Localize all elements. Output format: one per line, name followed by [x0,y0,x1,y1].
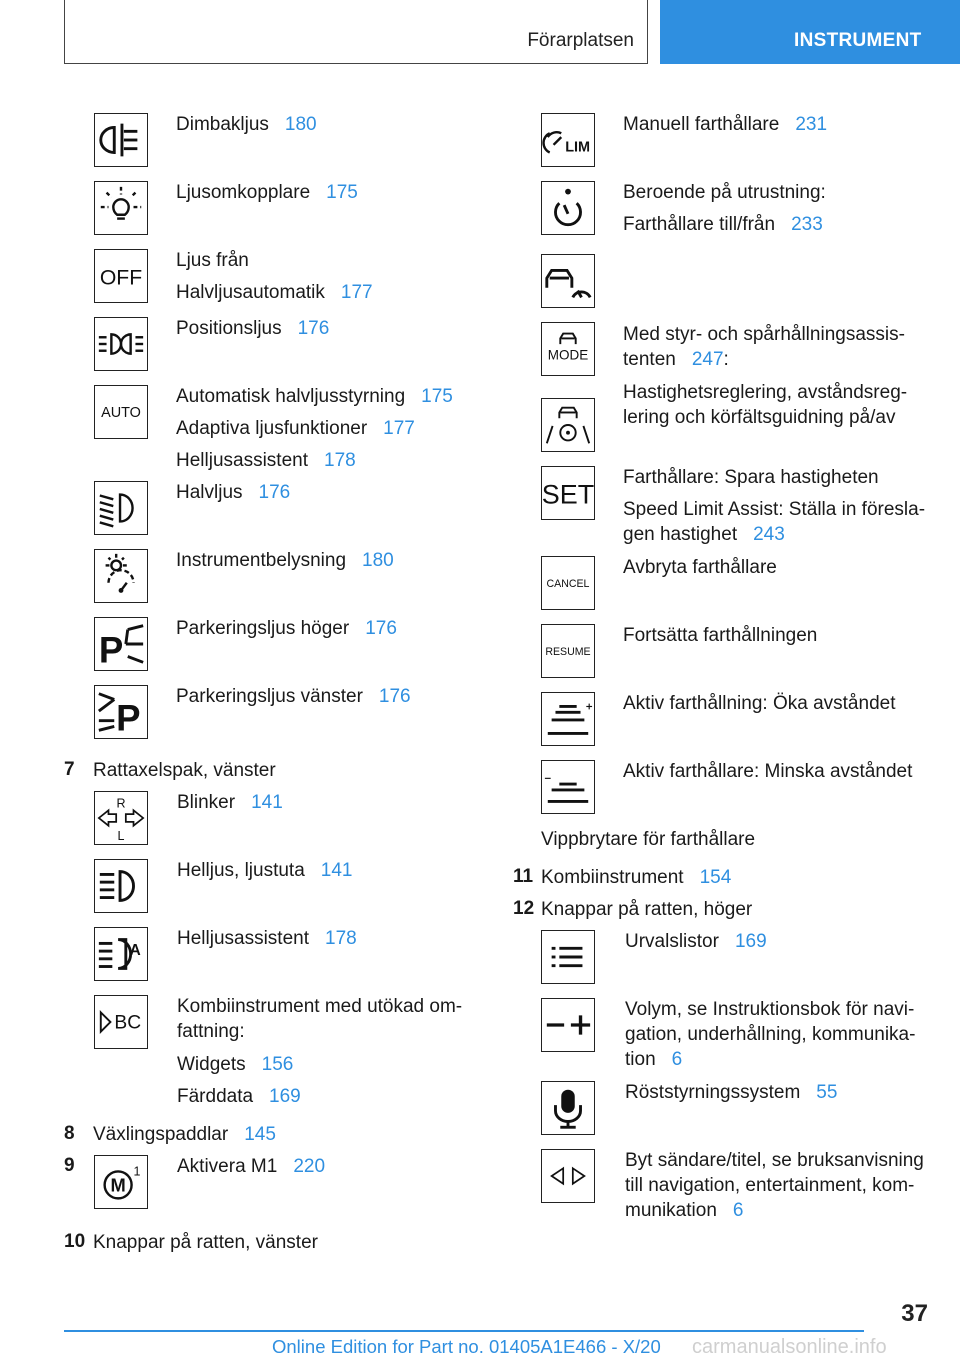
svg-text:1: 1 [133,1164,141,1179]
item-number: 10 [64,1231,86,1252]
item-steering-assist-cont: tenten 247: [623,349,729,370]
distance-decrease-icon [541,760,595,814]
item-decrease-distance: Aktiv farthållare: Minska avståndet [623,761,913,782]
item-turn-signal: Blinker 141 [177,792,283,813]
svg-text:M: M [110,1174,126,1196]
high-beam-icon [94,859,148,913]
page-ref[interactable]: 175 [326,182,358,203]
footer-divider [64,1330,864,1332]
set-icon [541,466,595,520]
item-adaptive-light: Adaptiva ljusfunktioner 177 [176,418,415,439]
parking-light-left-icon [94,685,148,739]
page-ref[interactable]: 169 [734,931,767,952]
page-ref[interactable]: 247 [691,349,724,370]
item-position-lights: Positionsljus 176 [176,318,330,339]
item-number: 11 [513,866,534,887]
svg-text:BC: BC [114,1012,142,1034]
item-depends-equipment: Beroende på utrustning: [623,182,826,203]
item-selection-lists: Urvalslistor 169 [625,931,767,952]
item-low-beam: Halvljus 176 [176,482,291,503]
item-parking-right: Parkeringsljus höger 176 [176,618,397,639]
page-ref[interactable]: 177 [383,418,415,439]
section-heading: Rattaxelspak, vänster [93,760,276,781]
page-ref[interactable]: 6 [732,1200,744,1221]
chapter-tab[interactable]: INSTRUMENT [660,0,960,64]
steering-assist-icon [541,398,595,452]
svg-text:OFF: OFF [99,266,143,290]
parking-light-right-icon [94,617,148,671]
svg-text:P: P [116,697,141,738]
item-light-switch: Ljusomkopplare 175 [176,182,358,203]
item-number: 9 [64,1155,75,1176]
item-speed-limit-assist-cont: gen hastighet 243 [623,524,785,545]
rear-fog-light-icon [94,113,148,167]
auto-light-icon [94,385,148,439]
list-icon [541,930,595,984]
item-speed-distance-cont: lering och körfältsguidning på/av [623,407,896,428]
page-ref[interactable]: 233 [791,214,823,235]
manual-speed-limiter-icon [541,113,595,167]
page-number: 37 [901,1300,928,1327]
svg-text:MODE: MODE [547,347,589,363]
item-instrument-lighting: Instrumentbelysning 180 [176,550,394,571]
m1-button-icon [94,1155,148,1209]
item-number: 8 [64,1123,75,1144]
position-lights-icon [94,317,148,371]
page-ref[interactable]: 180 [362,550,394,571]
volume-icon [541,998,595,1052]
item-change-station: Byt sändare/titel, se bruksanvisning [625,1150,924,1171]
active-cruise-icon [541,254,595,308]
page-ref[interactable]: 176 [297,318,330,339]
item-cruise-on-off: Farthållare till/från 233 [623,214,823,235]
page-ref[interactable]: 177 [340,282,373,303]
item-resume-cruise: Fortsätta farthållningen [623,625,818,646]
item-shift-paddles: Växlingspaddlar 145 [93,1124,276,1145]
svg-text:A: A [129,941,141,959]
lights-off-icon [94,249,148,303]
item-high-beam-assist: Helljusassistent 178 [176,450,356,471]
item-speed-limit-assist: Speed Limit Assist: Ställa in föresla- [623,499,926,520]
page-ref[interactable]: 180 [284,114,317,135]
item-high-beam-assistant: Helljusassistent 178 [177,928,357,949]
item-number: 7 [64,759,75,780]
high-beam-assist-icon [94,927,148,981]
item-rear-fog: Dimbakljus 180 [176,114,317,135]
item-steering-assist: Med styr- och spårhållningsassis- [623,324,905,345]
svg-text:P: P [98,629,124,670]
svg-text:R: R [116,796,126,811]
item-cancel-cruise: Avbryta farthållare [623,557,777,578]
item-volume-cont2: tion 6 [625,1049,683,1070]
rocker-caption: Vippbrytare för farthållare [541,829,756,850]
page-ref[interactable]: 231 [795,114,828,135]
section-title: Förarplatsen [527,30,634,51]
item-speed-distance: Hastighetsreglering, avståndsreg- [623,382,908,403]
svg-text:CANCEL: CANCEL [546,577,590,590]
item-volume: Volym, se Instruktionsbok för navi- [625,999,915,1020]
watermark: carmanualsonline.info [692,1336,887,1358]
item-increase-distance: Aktiv farthållning: Öka avståndet [623,693,896,714]
page-ref[interactable]: 55 [816,1082,838,1103]
page-ref[interactable]: 178 [324,450,356,471]
cruise-control-icon [541,181,595,235]
page-ref[interactable]: 176 [365,618,397,639]
item-change-station-cont2: munikation 6 [625,1200,744,1221]
item-cluster-extended-cont: fattning: [177,1021,245,1042]
page-ref[interactable]: 156 [261,1054,294,1075]
page-ref[interactable]: 175 [421,386,453,407]
item-lights-off: Ljus från [176,250,249,271]
page-ref[interactable]: 141 [251,792,283,813]
item-voice-control: Röststyrningssystem 55 [625,1082,838,1103]
page-ref[interactable]: 154 [699,867,732,888]
page-ref[interactable]: 176 [378,686,411,707]
item-volume-cont: gation, underhållning, kommunika- [625,1024,916,1045]
svg-text:L: L [117,829,125,844]
page-ref[interactable]: 220 [293,1156,326,1177]
resume-icon [541,624,595,678]
item-auto-headlight: Automatisk halvljusstyrning 175 [176,386,453,407]
item-widgets: Widgets 156 [177,1054,294,1075]
light-switch-icon [94,181,148,235]
page-ref[interactable]: 178 [325,928,357,949]
item-instrument-cluster: Kombiinstrument 154 [541,867,732,888]
section-heading: Knappar på ratten, höger [541,899,753,920]
cancel-icon [541,556,595,610]
low-beam-icon [94,481,148,535]
turn-signal-icon [94,791,148,845]
skip-icon [541,1149,595,1203]
svg-text:LIM: LIM [565,139,591,156]
microphone-icon [541,1081,595,1135]
item-parking-left: Parkeringsljus vänster 176 [176,686,411,707]
page-ref[interactable]: 6 [671,1049,683,1070]
svg-text:RESUME: RESUME [545,645,591,658]
page-ref[interactable]: 176 [258,482,291,503]
distance-increase-icon [541,692,595,746]
mode-icon [541,322,595,376]
page-ref[interactable]: 169 [269,1086,301,1107]
item-trip-data: Färddata 169 [177,1086,301,1107]
item-save-speed: Farthållare: Spara hastigheten [623,467,879,488]
item-manual-limiter: Manuell farthållare 231 [623,114,828,135]
bc-button-icon [94,995,148,1049]
item-change-station-cont: till navigation, entertainment, kom- [625,1175,915,1196]
item-number: 12 [513,898,535,919]
footer-edition: Online Edition for Part no. 01405A1E466 - X/20 [272,1336,661,1357]
item-auto-low-beam: Halvljusautomatik 177 [176,282,373,303]
page-ref[interactable]: 141 [320,860,353,881]
svg-text:AUTO: AUTO [101,404,141,421]
item-high-beam: Helljus, ljustuta 141 [177,860,353,881]
section-heading: Knappar på ratten, vänster [93,1232,318,1253]
page-ref[interactable]: 145 [244,1124,276,1145]
page-ref[interactable]: 243 [753,524,785,545]
instrument-lighting-icon [94,549,148,603]
item-activate-m1: Aktivera M1 220 [177,1156,326,1177]
svg-text:SET: SET [542,479,594,510]
item-cluster-extended: Kombiinstrument med utökad om- [177,996,463,1017]
